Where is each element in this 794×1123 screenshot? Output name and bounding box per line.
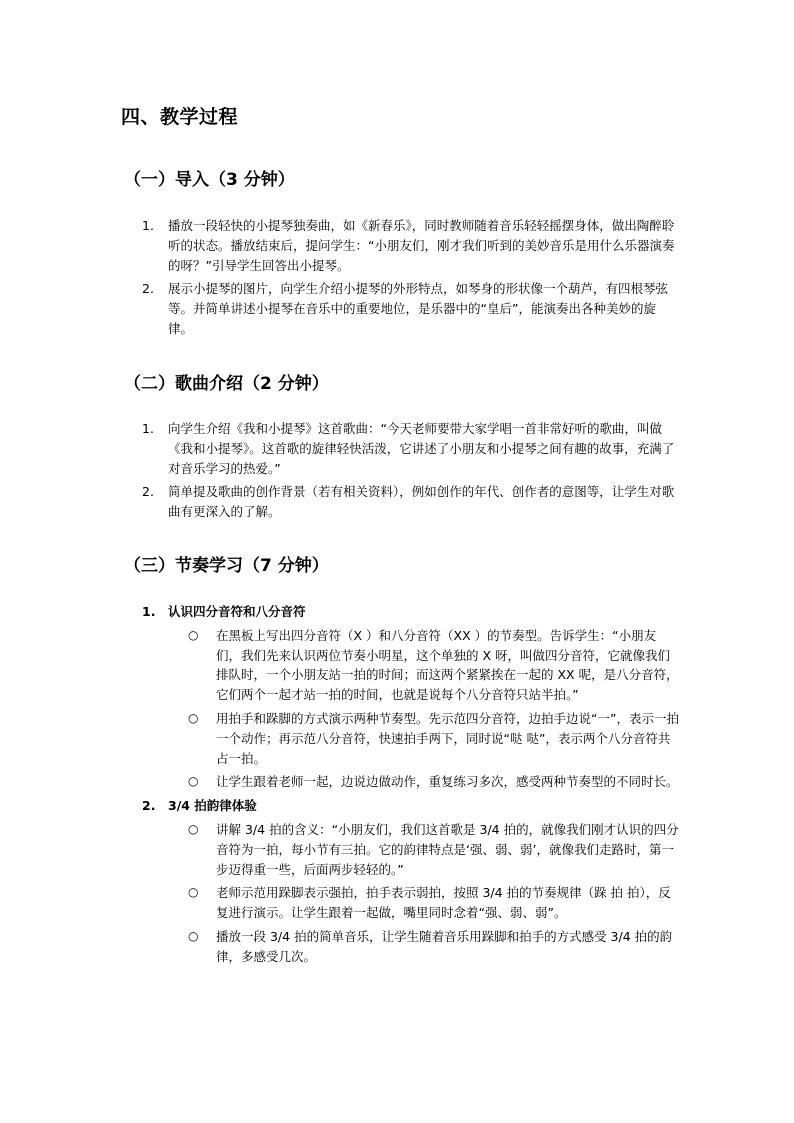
- circle-bullet-icon: ○: [188, 885, 199, 900]
- list-item-text: 播放一段轻快的小提琴独奏曲，如《新春乐》，同时教师随着音乐轻轻摇摆身体，做出陶醉聆听的状态。播放结束后，提问学生：“小朋友们，刚才我们听到的美妙音乐是用什么乐器演奏的呀？”引导学生回答出小提琴。: [168, 218, 675, 273]
- list-item: [140, 216, 680, 275]
- list-item: [140, 796, 680, 966]
- sub-list-item: [168, 772, 680, 792]
- sub-item-text: 让学生跟着老师一起，边说边做动作，重复练习多次，感受两种节奏型的不同时长。: [216, 774, 679, 790]
- list-number: 2.: [142, 484, 154, 500]
- section-list-song-intro: [140, 419, 680, 526]
- sub-list: [168, 820, 680, 967]
- list-item-title: 3/4 拍韵律体验: [168, 798, 257, 814]
- sub-list-item: [168, 820, 680, 879]
- sub-list-item: [168, 883, 680, 923]
- list-item-title: 认识四分音符和八分音符: [168, 604, 306, 619]
- circle-bullet-icon: ○: [188, 774, 199, 789]
- list-number: 1.: [142, 421, 154, 436]
- sub-item-text: 在黑板上写出四分音符（X ）和八分音符（XX ）的节奏型。告诉学生：“小朋友们，我们先来认识两位节奏小明星，这个单独的 X 呀，叫做四分音符，它就像我们排队时，一个小朋友站一拍的时间；而这两个紧紧挨在一起的 XX 呢，是八分音符，它们两个一起才站一拍的时间，也就是说每个八分音符只站半拍。”: [216, 627, 679, 703]
- sub-item-text: 用拍手和跺脚的方式演示两种节奏型。先示范四分音符，边拍手边说“一”，表示一拍一个动作；再示范八分音符，快速拍手两下，同时说“哒 哒”，表示两个八分音符共占一拍。: [216, 710, 679, 766]
- list-number: 1.: [142, 218, 154, 233]
- list-item: [140, 482, 680, 522]
- sub-item-text: 播放一段 3/4 拍的简单音乐，让学生随着音乐用跺脚和拍手的方式感受 3/4 拍的韵律，多感受几次。: [216, 928, 673, 964]
- list-item-text: 展示小提琴的图片，向学生介绍小提琴的外形特点，如琴身的形状像一个葫芦，有四根琴弦等。并简单讲述小提琴在音乐中的重要地位，是乐器中的“皇后”，能演奏出各种美妙的旋律。: [168, 281, 669, 336]
- list-item: [140, 279, 680, 338]
- sub-list-item: [168, 927, 680, 967]
- list-item-text: 向学生介绍《我和小提琴》这首歌曲：“今天老师要带大家学唱一首非常好听的歌曲，叫做《我和小提琴》。这首歌的旋律轻快活泼，它讲述了小朋友和小提琴之间有趣的故事，充满了对音乐学习的热爱。”: [168, 421, 675, 476]
- section-title-rhythm: （三）节奏学习（7 分钟）: [124, 556, 329, 576]
- list-number: 1.: [142, 604, 156, 619]
- sub-list-item: [168, 626, 680, 705]
- section-list-rhythm: [140, 602, 680, 971]
- section-title-intro: （一）导入（3 分钟）: [124, 170, 295, 190]
- circle-bullet-icon: ○: [188, 821, 199, 836]
- sub-list: [168, 626, 680, 792]
- sub-item-text: 老师示范用跺脚表示强拍，拍手表示弱拍，按照 3/4 拍的节奏规律（跺 拍 拍），反复进行演示。让学生跟着一起做，嘴里同时念着“强、弱、弱”。: [216, 885, 671, 921]
- circle-bullet-icon: ○: [188, 627, 199, 642]
- sub-item-text: 讲解 3/4 拍的含义：“小朋友们，我们这首歌是 3/4 拍的，就像我们刚才认识的四分音符为一拍，每小节有三拍。它的韵律特点是‘强、弱、弱’，就像我们走路时，第一步迈得重一些，后面两步轻轻的。”: [216, 821, 679, 877]
- list-number: 2.: [142, 798, 156, 814]
- circle-bullet-icon: ○: [188, 710, 199, 725]
- list-number: 2.: [142, 281, 154, 297]
- list-item: [140, 602, 680, 792]
- section-list-intro: [140, 216, 680, 343]
- page-heading: 四、教学过程: [121, 106, 239, 128]
- section-title-song-intro: （二）歌曲介绍（2 分钟）: [124, 374, 329, 394]
- circle-bullet-icon: ○: [188, 928, 199, 943]
- sub-list-item: [168, 709, 680, 768]
- list-item: [140, 419, 680, 478]
- list-item-text: 简单提及歌曲的创作背景（若有相关资料），例如创作的年代、创作者的意图等，让学生对歌曲有更深入的了解。: [168, 484, 675, 520]
